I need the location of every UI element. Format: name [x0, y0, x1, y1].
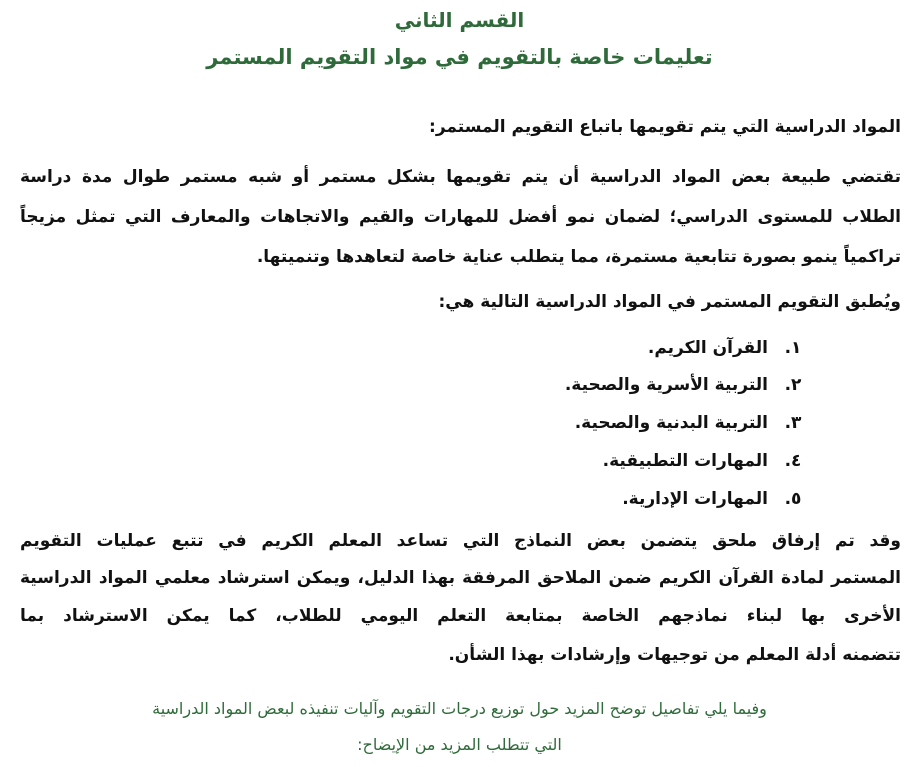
list-item-label: المهارات التطبيقية. [602, 451, 768, 471]
list-item-number: ٤. [784, 451, 802, 471]
list-item [622, 489, 804, 509]
continuous-assessment-heading: المواد الدراسية التي يتم تقويمها باتباع التقويم المستمر: [429, 117, 901, 137]
list-item-label: القرآن الكريم. [647, 338, 768, 358]
list-item-number: ٣. [784, 413, 802, 433]
section-title: القسم الثاني [394, 8, 525, 32]
list-item-label: التربية البدنية والصحية. [574, 413, 768, 433]
closing-note-line: وفيما يلي تفاصيل توضح المزيد حول توزيع درجات التقويم وآليات تنفيذه لبعض المواد الدراسية [152, 699, 767, 718]
paragraph2-line: المستمر لمادة القرآن الكريم ضمن الملاحق المرفقة بهذا الدليل، ويمكن استرشاد معلمي المواد الدراسية [20, 568, 901, 588]
list-item-number: ٥. [784, 489, 802, 509]
list-item [603, 451, 804, 471]
section-subtitle: تعليمات خاصة بالتقويم في مواد التقويم المستمر [206, 45, 713, 69]
applies-intro: ويُطبق التقويم المستمر في المواد الدراسية التالية هي: [438, 292, 901, 312]
list-item-label: المهارات الإدارية. [622, 489, 768, 509]
list-item [575, 413, 804, 433]
list-item-number: ١. [784, 338, 802, 358]
paragraph2-line: تتضمنه أدلة المعلم من توجيهات وإرشادات بهذا الشأن. [448, 645, 901, 665]
list-item-number: ٢. [784, 375, 802, 395]
paragraph1-line: تقتضي طبيعة بعض المواد الدراسية أن يتم تقويمها بشكل مستمر أو شبه مستمر طوال مدة دراسة [20, 167, 901, 187]
list-item [648, 338, 804, 358]
paragraph2-line: وقد تم إرفاق ملحق يتضمن بعض النماذج التي تساعد المعلم الكريم في تتبع عمليات التقويم [20, 531, 901, 551]
paragraph1-line: الطلاب للمستوى الدراسي؛ لضمان نمو أفضل للمهارات والقيم والاتجاهات والمعارف التي تمثل مزيجاً [20, 207, 901, 227]
closing-note-line: التي تتطلب المزيد من الإيضاح: [357, 735, 562, 754]
paragraph1-line: تراكمياً ينمو بصورة تتابعية مستمرة، مما يتطلب عناية خاصة لتعاهدها وتنميتها. [256, 247, 901, 267]
list-item-label: التربية الأسرية والصحية. [564, 375, 768, 395]
list-item [565, 375, 804, 395]
paragraph2-line: الأخرى بها لبناء نماذجهم الخاصة بمتابعة التعلم اليومي للطلاب، كما يمكن الاسترشاد بما [20, 606, 901, 626]
